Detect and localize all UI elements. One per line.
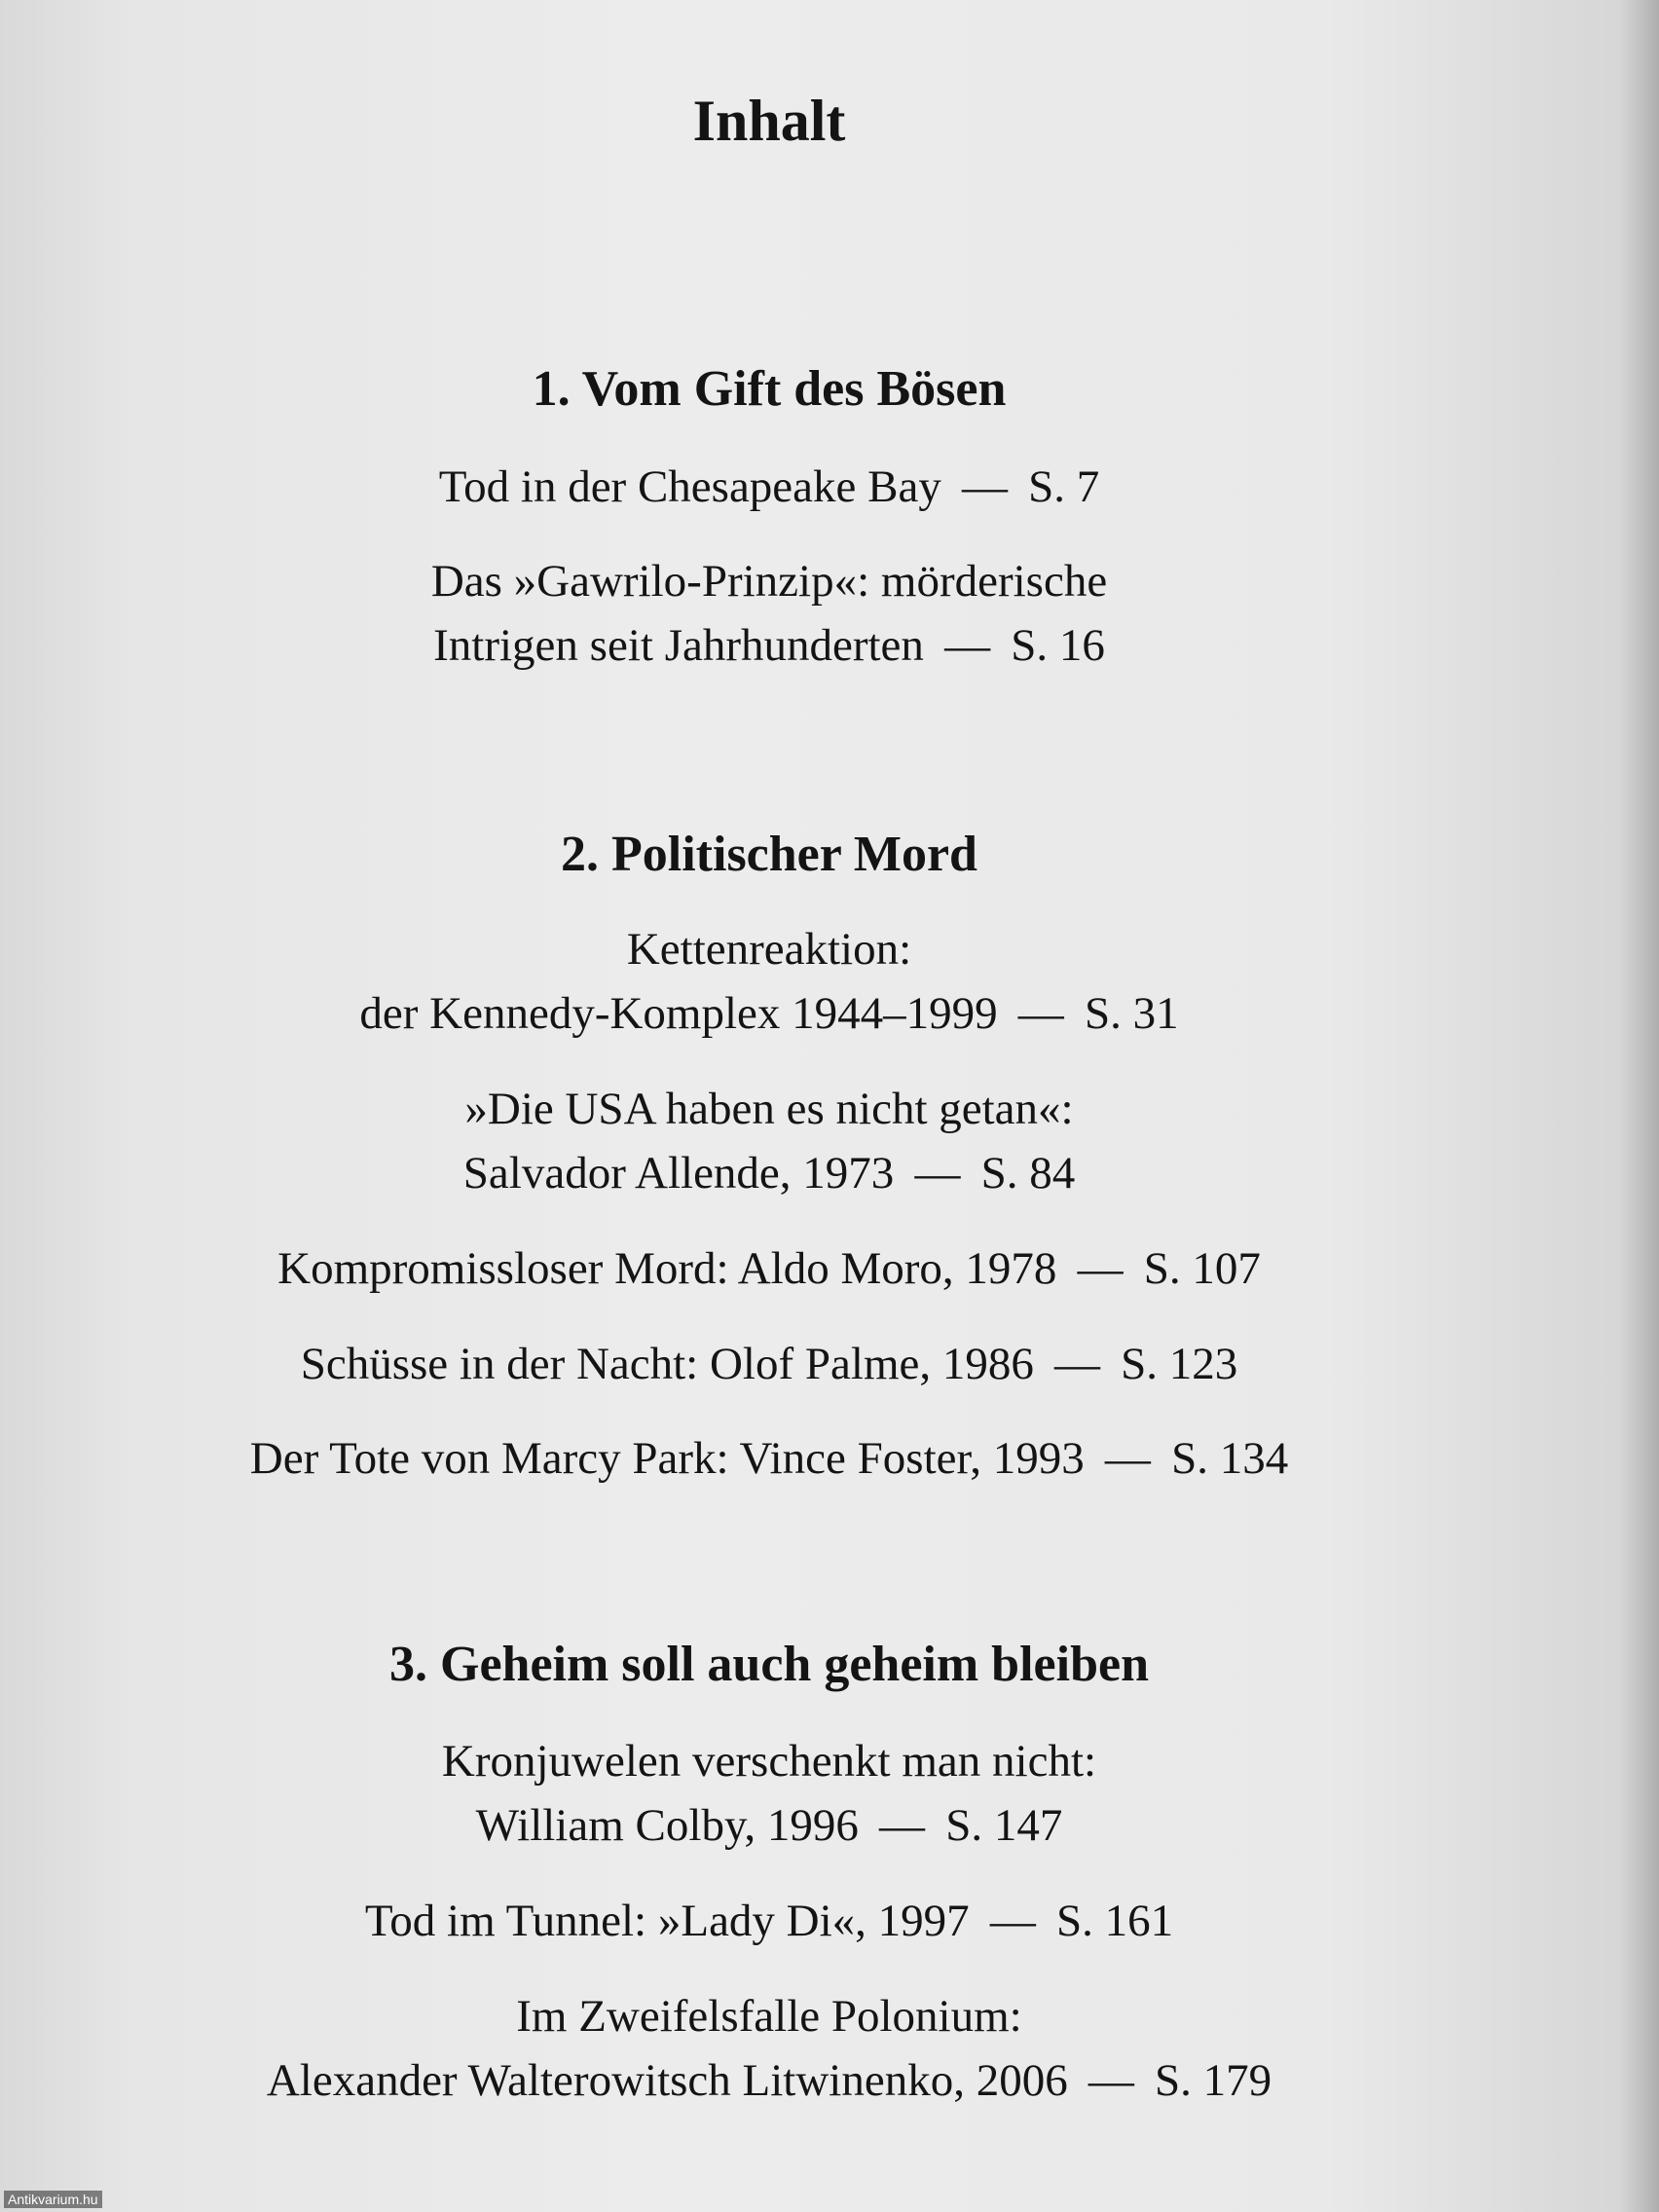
- entry-dash: —: [914, 1148, 961, 1198]
- entry-text: Tod im Tunnel: »Lady Di«, 1997: [364, 1896, 970, 1946]
- entry-dash: —: [962, 461, 1008, 512]
- section-heading-2: 2. Politischer Mord: [561, 827, 977, 882]
- entry-text: der Kennedy-Komplex 1944–1999: [359, 988, 998, 1039]
- toc-entry: [0, 1800, 1538, 1851]
- toc-entry: [0, 988, 1538, 1039]
- entry-dash: —: [879, 1800, 926, 1851]
- entry-page: S. 161: [1055, 1896, 1174, 1946]
- toc-entry: [0, 1243, 1538, 1294]
- entry-page: S. 123: [1121, 1339, 1238, 1389]
- entry-page: S. 84: [980, 1148, 1076, 1198]
- entry-text: Salvador Allende, 1973: [462, 1148, 895, 1198]
- entry-dash: —: [989, 1896, 1036, 1946]
- entry-page: S. 134: [1171, 1433, 1289, 1484]
- entry-page: S. 16: [1011, 620, 1105, 671]
- entry-dash: —: [944, 620, 991, 671]
- watermark: Antikvarium.hu: [4, 2191, 102, 2208]
- entry-page: S. 31: [1084, 988, 1179, 1039]
- toc-entry-line: Das »Gawrilo-Prinzip«: mörderische: [430, 556, 1108, 607]
- entry-dash: —: [1077, 1243, 1124, 1294]
- toc-entry-line: Kronjuwelen verschenkt man nicht:: [441, 1736, 1097, 1787]
- toc-entry-line: Kettenreaktion:: [626, 924, 912, 975]
- entry-text: Schüsse in der Nacht: Olof Palme, 1986: [300, 1339, 1034, 1389]
- entry-text: William Colby, 1996: [475, 1800, 859, 1851]
- toc-entry-line: Im Zweifelsfalle Polonium:: [516, 1991, 1022, 2042]
- toc-entry: [0, 461, 1538, 512]
- entry-page: S. 179: [1155, 2055, 1272, 2106]
- toc-entry: [0, 620, 1538, 671]
- toc-entry: [0, 1433, 1538, 1484]
- page-gutter-shadow: [1620, 0, 1659, 2212]
- entry-text: Kompromissloser Mord: Aldo Moro, 1978: [277, 1243, 1057, 1294]
- entry-dash: —: [1054, 1339, 1101, 1389]
- section-heading-1: 1. Vom Gift des Bösen: [532, 361, 1007, 417]
- toc-entry: [0, 1896, 1538, 1946]
- toc-entry: [0, 2055, 1538, 2106]
- page-title: Inhalt: [692, 89, 846, 153]
- toc-entry: [0, 1148, 1538, 1198]
- entry-dash: —: [1104, 1433, 1151, 1484]
- entry-text: Alexander Walterowitsch Litwinenko, 2006: [266, 2055, 1068, 2106]
- section-heading-3: 3. Geheim soll auch geheim bleiben: [389, 1637, 1149, 1692]
- entry-text: Tod in der Chesapeake Bay: [438, 461, 941, 512]
- toc-entry-line: »Die USA haben es nicht getan«:: [464, 1084, 1074, 1134]
- entry-text: Der Tote von Marcy Park: Vince Foster, 1993: [249, 1433, 1085, 1484]
- entry-dash: —: [1017, 988, 1064, 1039]
- entry-page: S. 7: [1028, 461, 1100, 512]
- entry-text: Intrigen seit Jahrhunderten: [433, 620, 924, 671]
- entry-dash: —: [1088, 2055, 1134, 2106]
- toc-entry: [0, 1339, 1538, 1389]
- entry-page: S. 147: [945, 1800, 1063, 1851]
- entry-page: S. 107: [1143, 1243, 1261, 1294]
